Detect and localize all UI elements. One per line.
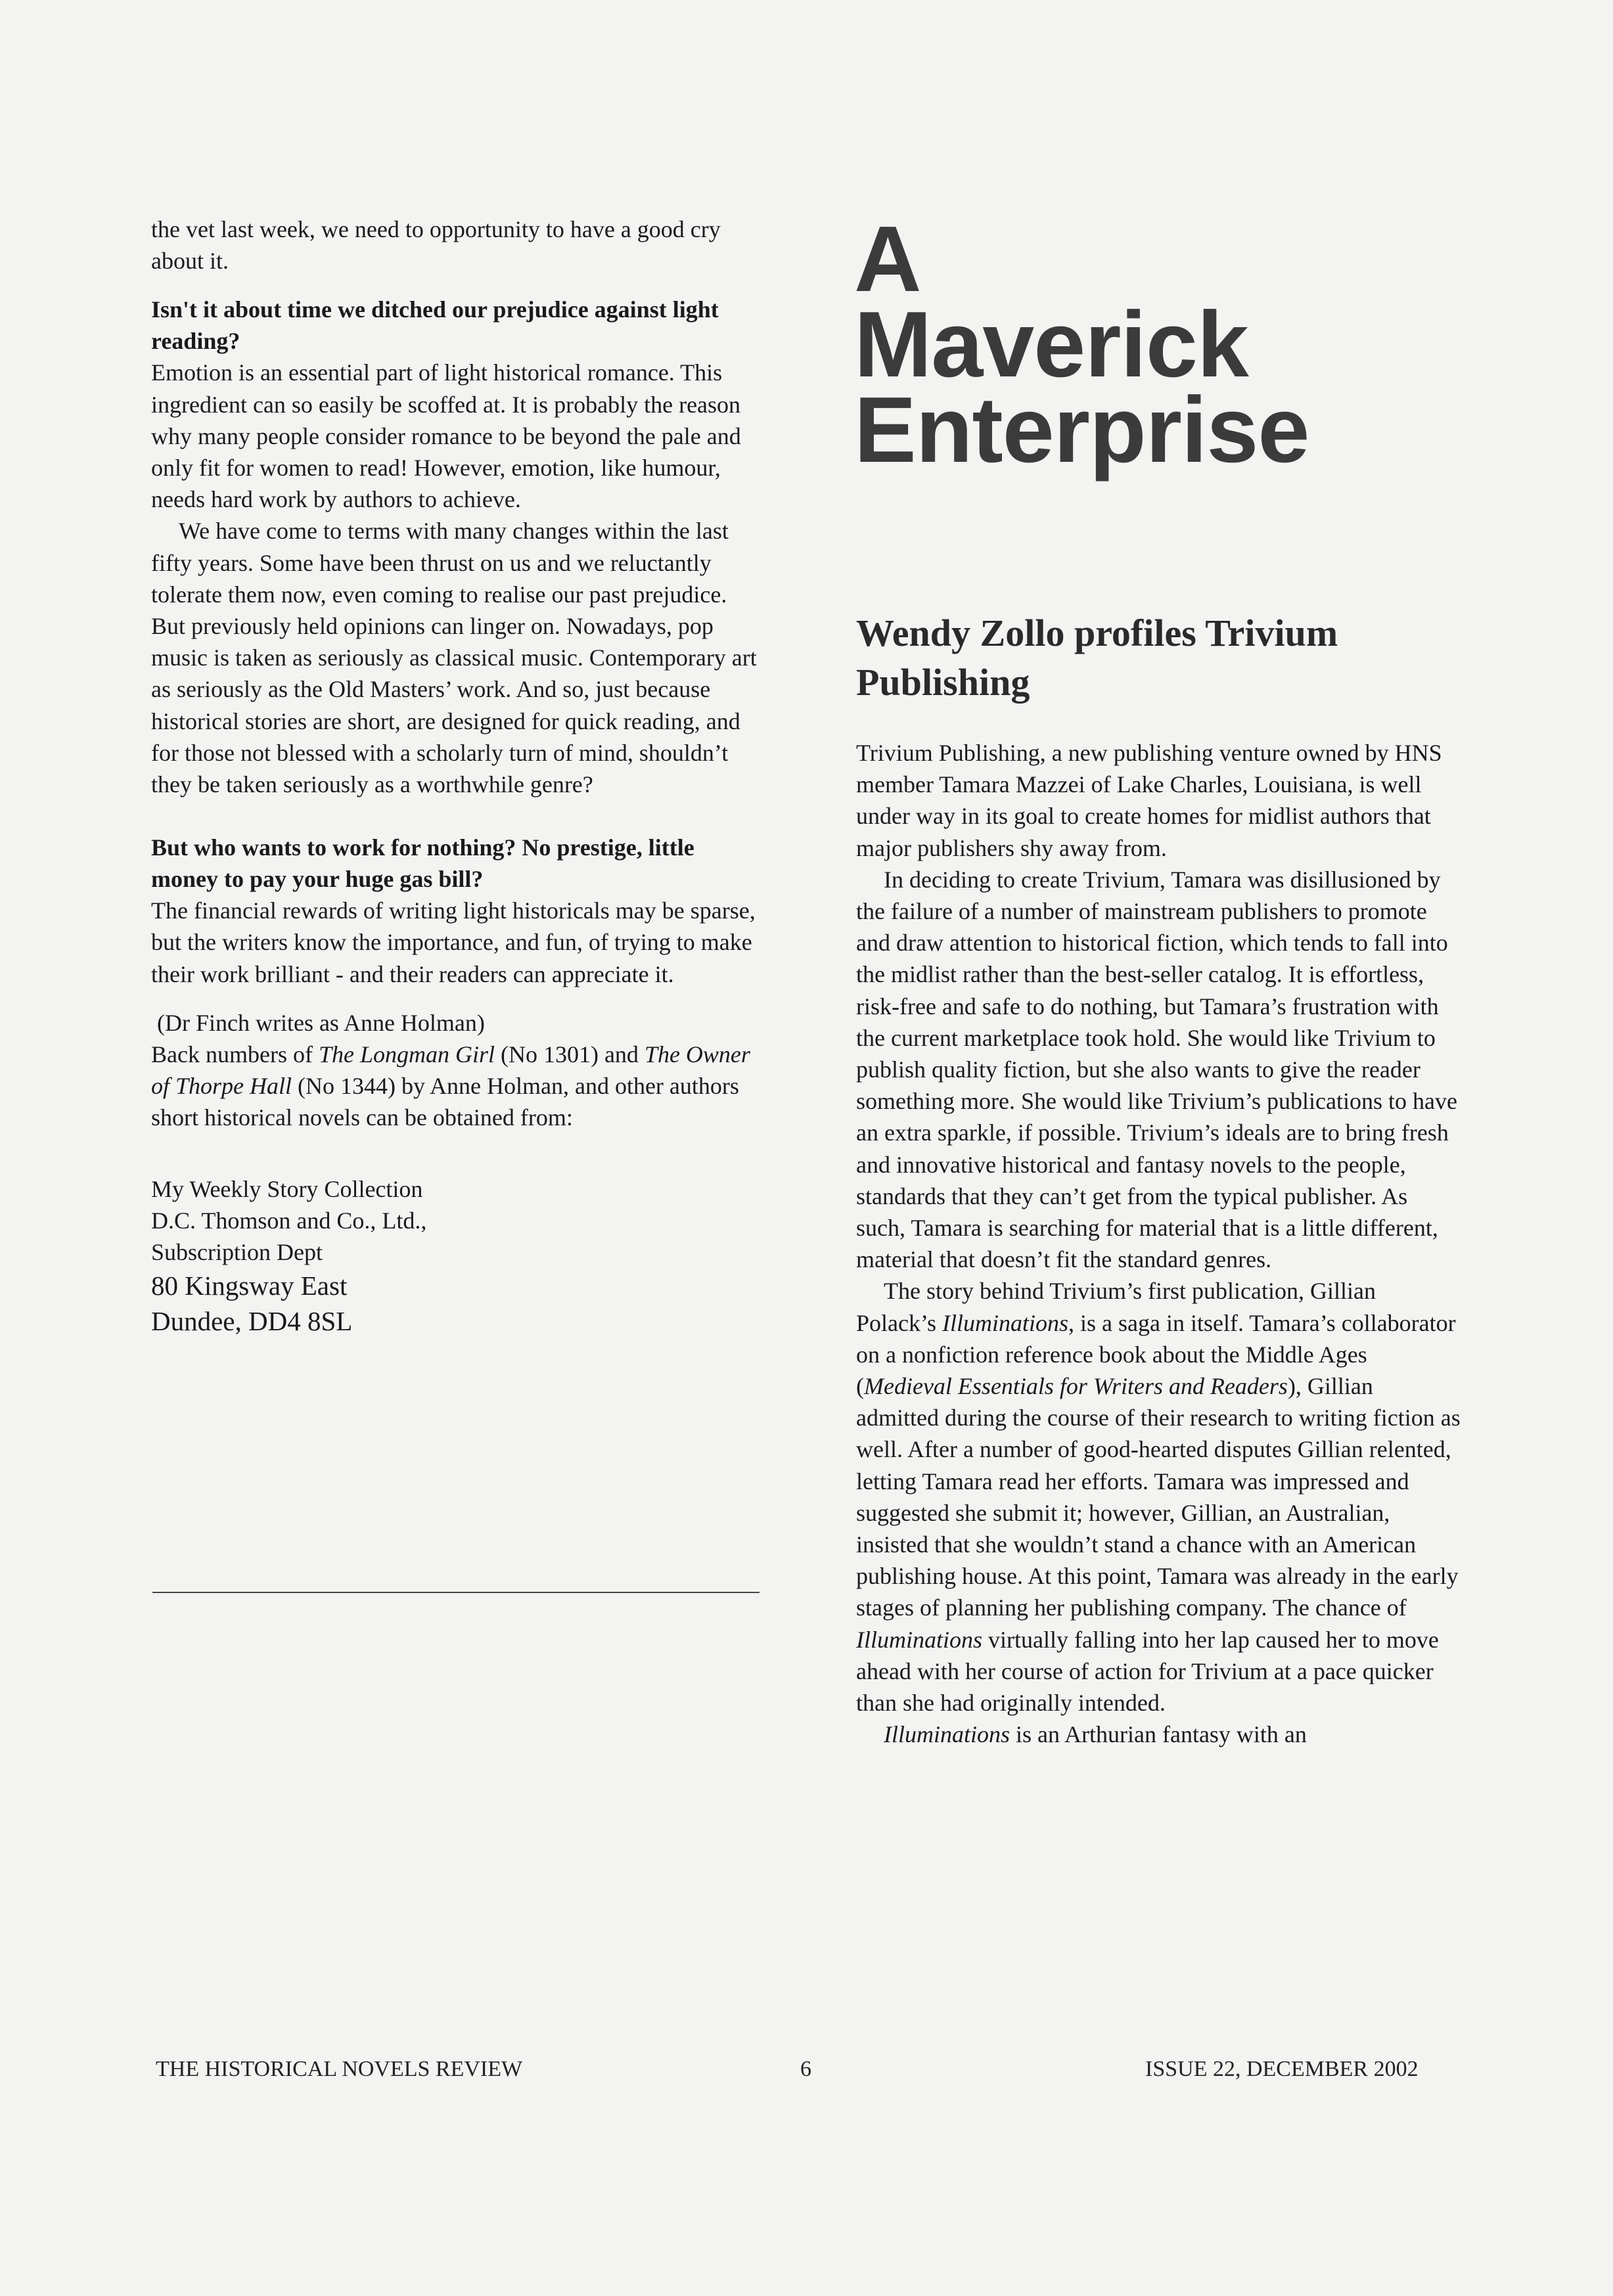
- body-paragraph: In deciding to create Trivium, Tamara was disillusioned by the failure of a number of mainstream publishers to promote and draw attention to historical fiction, which tends to fall into the midlist rather than the best-seller catalog. It is effortless, risk-free and safe to do nothing, but Tamara’s frustration with the current marketplace took hold. She would like Trivium to publish quality fiction, but she also wants to give the reader something more. She would like Trivium’s publications to have an extra sparkle, if possible. Trivium’s ideals are to bring fresh and innovative historical and fantasy novels to the people, standards that they can’t get from the typical publisher. As such, Tamara is searching for material that is a little different, material that doesn’t fit the standard genres.: [856, 866, 1457, 1273]
- book-title: Medieval Essentials for Writers and Readers: [864, 1373, 1288, 1400]
- book-title: Illuminations: [884, 1721, 1011, 1748]
- footer-publication: THE HISTORICAL NOVELS REVIEW: [156, 2057, 523, 2081]
- body-paragraph: Trivium Publishing, a new publishing venture owned by HNS member Tamara Mazzei of Lake Charles, Louisiana, is well under way in its goal to create homes for midlist authors that major publishers shy away from.: [856, 740, 1442, 861]
- author-credit: (Dr Finch writes as Anne Holman): [157, 1009, 485, 1036]
- page-number: 6: [800, 2057, 811, 2081]
- question-heading: But who wants to work for nothing? No prestige, little money to pay your huge gas bill?: [151, 834, 694, 893]
- left-column: [151, 214, 762, 1339]
- article-body: [856, 737, 1461, 1751]
- body-paragraph: We have come to terms with many changes within the last fifty years. Some have been thrust on us and we reluctantly tolerate them now, even coming to realise our past prejudice. But previously held opinions can linger on. Nowadays, pop music is taken as seriously as classical music. Contemporary art as seriously as the Old Masters’ work. And so, just because historical stories are short, are designed for quick reading, and for those not blessed with a scholarly turn of mind, shouldn’t they be taken seriously as a worthwhile genre?: [151, 518, 757, 798]
- column-divider-rule: [152, 1592, 760, 1593]
- footer-issue: ISSUE 22, DECEMBER 2002: [1145, 2057, 1419, 2081]
- body-paragraph: Illuminations is an Arthurian fantasy with an: [884, 1721, 1307, 1748]
- article-subhead: Wendy Zollo profiles Trivium Publishing: [856, 612, 1338, 704]
- book-title: The Longman Girl: [318, 1041, 495, 1068]
- body-paragraph: The story behind Trivium’s first publication, Gillian Polack’s Illuminations, is a saga in itself. Tamara’s collaborator on a nonfiction reference book about the Middle Ages (Medieval Essentials for Writers and Readers), Gillian admitted during the course of their research to writing fiction as well. After a number of good-hearted disputes Gillian relented, letting Tamara read her efforts. Tamara was impressed and suggested she submit it; however, Gillian, an Australian, insisted that she wouldn’t stand a chance with an American publishing house. At this point, Tamara was already in the early stages of planning her publishing company. The chance of Illuminations virtually falling into her lap caused her to move ahead with her course of action for Trivium at a pace quicker than she had originally intended.: [856, 1278, 1461, 1717]
- body-paragraph: The financial rewards of writing light historicals may be sparse, but the writers know the importance, and fun, of trying to make their work brilliant - and their readers can appreciate it.: [151, 897, 756, 987]
- postal-address: My Weekly Story Collection D.C. Thomson and Co., Ltd., Subscription Dept 80 Kingsway East Dundee, DD4 8SL: [151, 1175, 427, 1337]
- question-heading: Isn't it about time we ditched our prejudice against light reading?: [151, 296, 719, 355]
- book-title: Illuminations: [942, 1309, 1069, 1336]
- book-title: Illuminations: [856, 1626, 983, 1653]
- back-numbers-note: Back numbers of The Longman Girl (No 1301) and The Owner of Thorpe Hall (No 1344) by Anne Holman, and other authors short historical novels can be obtained from:: [151, 1041, 750, 1131]
- article-headline: A Maverick Enterprise: [854, 207, 1309, 482]
- body-paragraph: Emotion is an essential part of light historical romance. This ingredient can so easily be scoffed at. It is probably the reason why many people consider romance to be beyond the pale and only fit for women to read! However, emotion, like humour, needs hard work by authors to achieve.: [151, 359, 741, 513]
- book-title: The Owner of Thorpe Hall: [151, 1041, 750, 1100]
- continued-paragraph: the vet last week, we need to opportunity to have a good cry about it.: [151, 216, 721, 275]
